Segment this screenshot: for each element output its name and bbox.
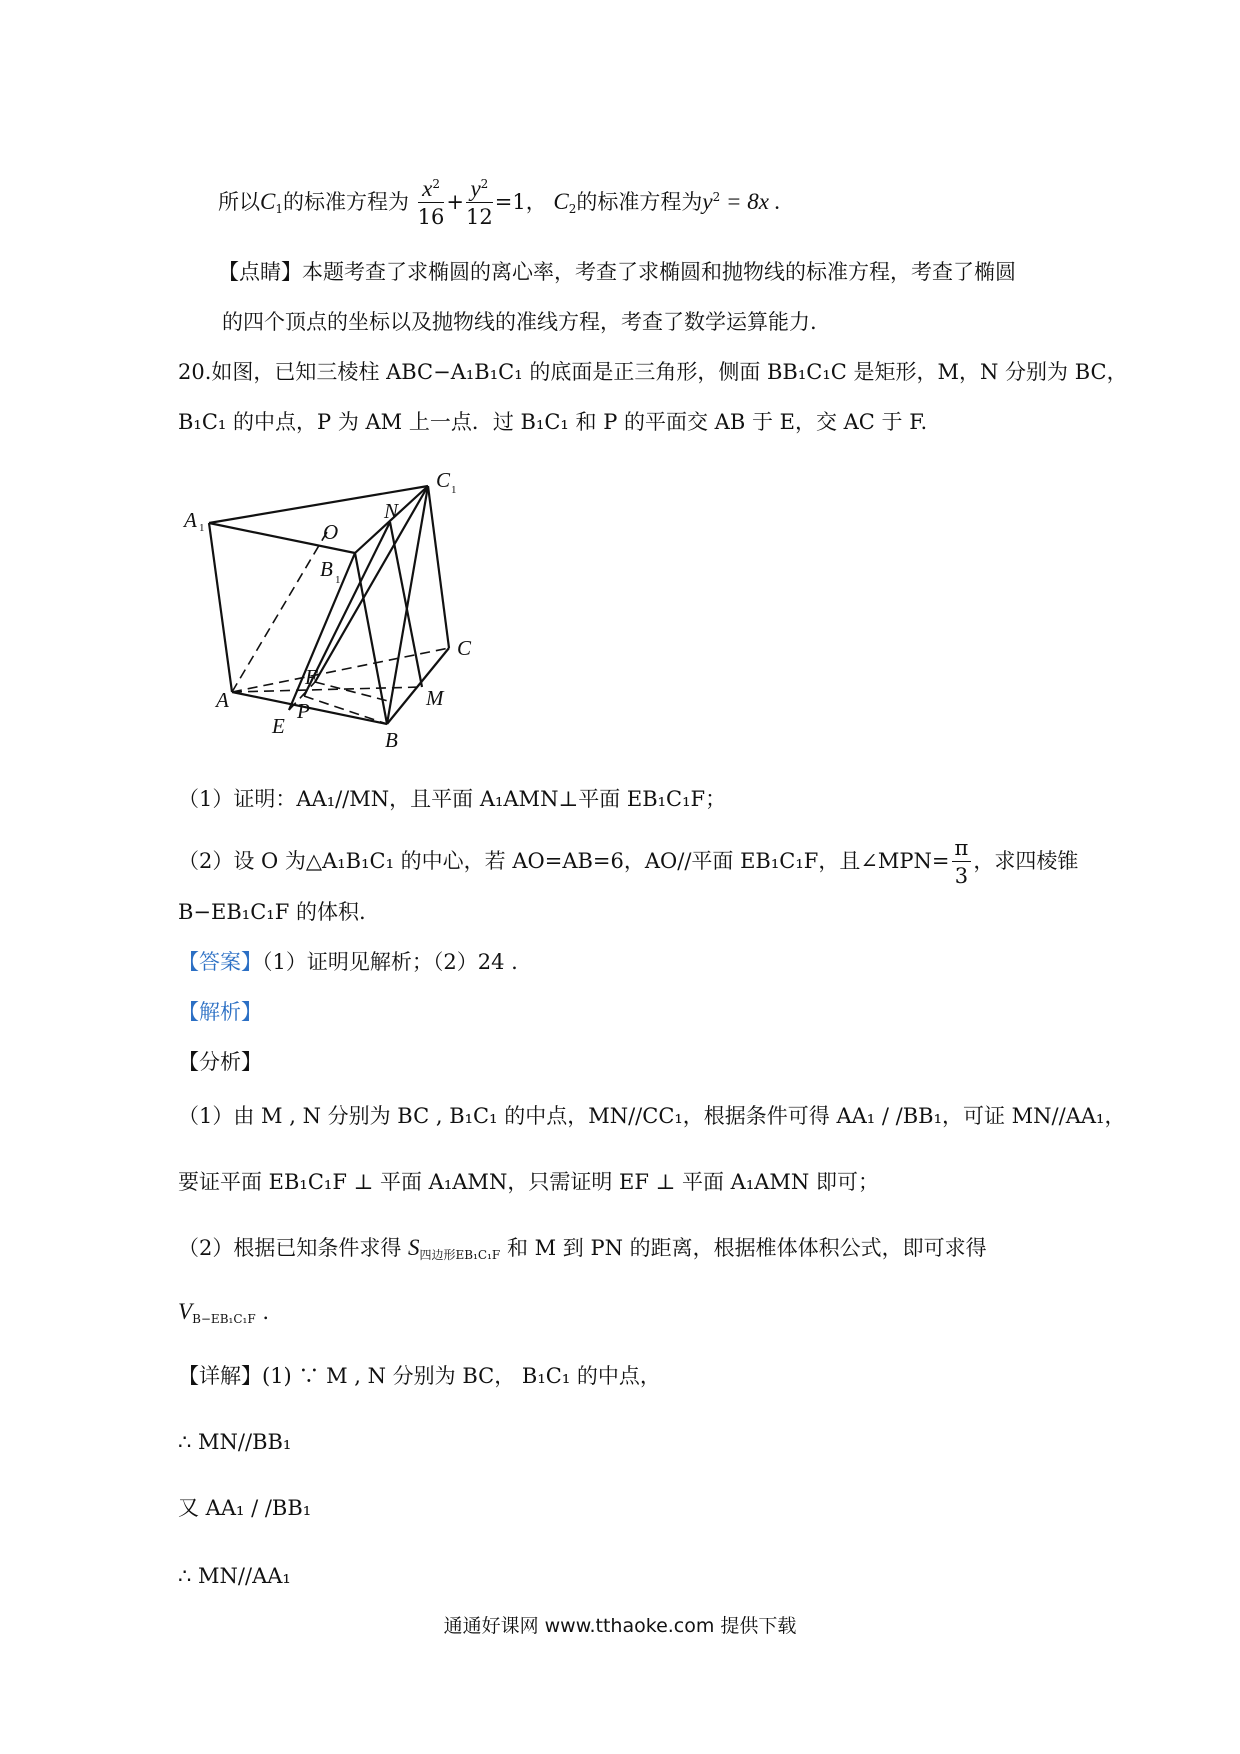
fraction-y2-12: $\frac{y^2}{12}$ [466,176,493,229]
problem-20-line-2: B₁C₁ 的中点，P 为 AM 上一点．过 B₁C₁ 和 P 的平面交 AB 于 E，交 AC 于 F. [178,410,928,434]
fraction-x2-16: $\frac{x^2}{16}$ [417,176,445,229]
svg-text:1: 1 [199,522,205,534]
svg-text:1: 1 [451,484,457,496]
dianjing-line-1: 【点睛】本题考查了求椭圆的离心率，考查了求椭圆和抛物线的标准方程，考查了椭圆 [218,260,1016,284]
detail-line-4: ∴ MN//AA₁ [178,1564,291,1588]
dianjing-line-2: 的四个顶点的坐标以及抛物线的准线方程，考查了数学运算能力. [222,310,817,334]
prism-figure [180,470,500,760]
detail-line-2: ∴ MN//BB₁ [178,1430,292,1454]
label-O: O [323,520,339,544]
problem-20-line-1: 20.如图，已知三棱柱 ABC−A₁B₁C₁ 的底面是正三角形，侧面 BB₁C₁C 是矩形，M，N 分别为 BC， [178,360,1128,384]
label-C1: C [436,470,451,492]
label-M: M [426,686,444,710]
label-B: B [385,728,398,752]
jiexi-tag: 【解析】 [178,1000,262,1024]
fraction-pi-3: $\frac{\pi}{3}$ [952,835,972,890]
label-C: C [457,636,472,660]
label-E: E [272,714,285,738]
label-A1: A [184,508,197,532]
analysis-line-3: （2）根据已知条件求得 $S_{四边形EB_1C_1F}$ 和 M 到 PN 的距离，根据椎体体积公式，即可求得 [178,1235,987,1262]
label-B1: B [320,557,333,581]
question-2-cont: B−EB₁C₁F 的体积. [178,900,366,924]
svg-text:1: 1 [335,574,341,586]
analysis-line-2: 要证平面 EB₁C₁F ⊥ 平面 A₁AMN，只需证明 EF ⊥ 平面 A₁AMN 即可； [178,1170,879,1194]
page-footer: 通通好课网 www.tthaoke.com 提供下载 [443,1615,797,1637]
detail-line-1: 【详解】(1) ∵ M , N 分别为 BC， B₁C₁ 的中点， [178,1364,661,1388]
label-A: A [216,688,229,712]
label-F: F [305,665,318,689]
detail-line-3: 又 AA₁ / /BB₁ [178,1496,312,1520]
analysis-line-1: （1）由 M , N 分别为 BC , B₁C₁ 的中点，MN//CC₁，根据条件可得 AA₁ / /BB₁，可证 MN//AA₁， [178,1104,1126,1128]
question-1: （1）证明：AA₁//MN，且平面 A₁AMN⊥平面 EB₁C₁F； [178,787,727,811]
label-N: N [384,499,399,523]
question-2: （2）设 O 为△A₁B₁C₁ 的中心，若 AO=AB=6，AO//平面 EB₁C₁F，且∠MPN= $\frac{\pi}{3}$ ，求四棱锥 [178,836,1079,888]
answer-line: 【答案】（1）证明见解析；（2）24 . [178,950,518,974]
fenxi-tag: 【分析】 [178,1050,262,1074]
analysis-line-4: $V_{B-EB_1C_1F}$ . [178,1299,270,1326]
equation-line: 所以$C_1$的标准方程为 $\frac{x^2}{16}$ + $\frac{y^2}{12}$ =1， $C_2$的标准方程为$y^2 = 8x$ . [218,176,781,229]
label-P: P [297,699,310,723]
answer-tag: 【答案】 [178,950,262,974]
